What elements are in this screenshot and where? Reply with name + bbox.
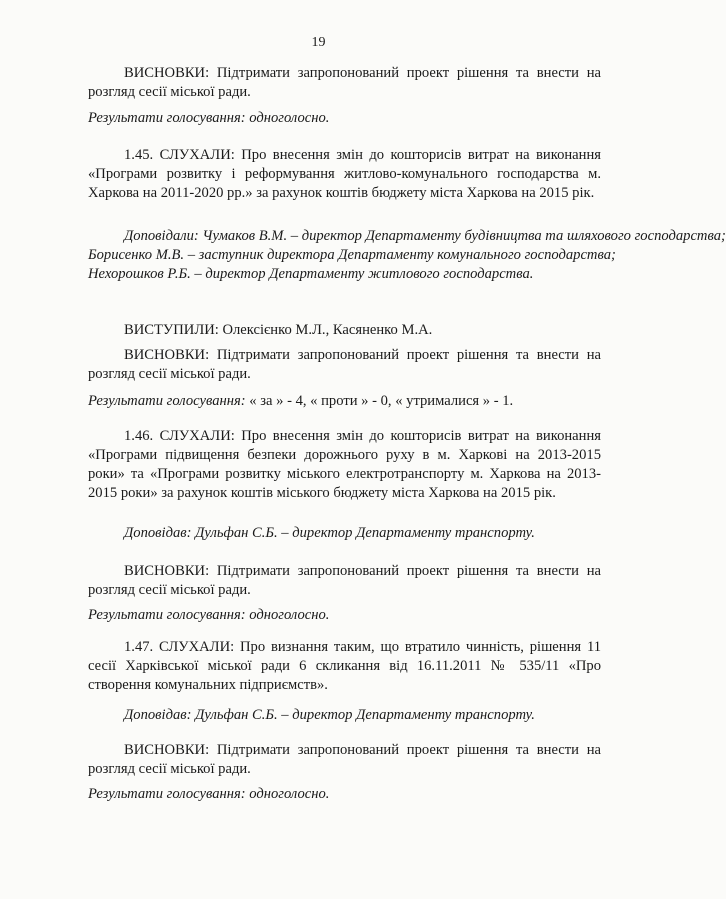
voting-results-label: Результати голосування:	[88, 393, 246, 409]
voting-results-value: « за » - 4, « проти » - 0, « утрималися » - 1.	[245, 393, 514, 409]
voting-results-1-46: Результати голосування: одноголосно.	[88, 607, 330, 623]
speaker-1-46: Доповідав: Дульфан С.Б. – директор Департаменту транспорту.	[124, 525, 535, 541]
voting-results-1-45	[88, 392, 601, 411]
conclusions-1-46: ВИСНОВКИ: Підтримати запропонований проект рішення та внести на розгляд сесії міської ради.	[88, 563, 601, 598]
speaker-line: Доповідали: Чумаков В.М. – директор Департаменту будівництва та шляхового господарства;	[124, 228, 726, 244]
speaker-line: Нехорошков Р.Б. – директор Департаменту житлового господарства.	[88, 266, 534, 282]
conclusions-1-44: ВИСНОВКИ: Підтримати запропонований проект рішення та внести на розгляд сесії міської ради.	[88, 65, 601, 100]
speaker-1-47: Доповідав: Дульфан С.Б. – директор Департаменту транспорту.	[124, 707, 535, 723]
heard-1-47: 1.47. СЛУХАЛИ: Про визнання таким, що втратило чинність, рішення 11 сесії Харківської міської ради 6 скликання від 16.11.2011 № 535/11 «Про створення комунальних підприємств».	[88, 639, 601, 693]
heard-1-46: 1.46. СЛУХАЛИ: Про внесення змін до кошторисів витрат на виконання «Програми підвищення безпеки дорожнього руху в м. Харкові на 2013-2015 роки» та «Програми розвитку міського електротранспорту м. Харкова на 2013-2015 роки» за рахунок коштів міського бюджету міста Харкова на 2015 рік.	[88, 428, 601, 501]
conclusions-1-47: ВИСНОВКИ: Підтримати запропонований проект рішення та внести на розгляд сесії міської ради.	[88, 742, 601, 777]
page-number: 19	[311, 35, 326, 50]
speakers-1-45	[88, 227, 726, 284]
voting-results-1-47: Результати голосування: одноголосно.	[88, 786, 330, 802]
speaker-line: Борисенко М.В. – заступник директора Департаменту комунального господарства;	[88, 247, 616, 263]
heard-1-45: 1.45. СЛУХАЛИ: Про внесення змін до кошторисів витрат на виконання «Програми розвитку і реформування житлово-комунального господарства м. Харкова на 2011-2020 рр.» за рахунок коштів бюджету міста Харкова на 2015 рік.	[88, 147, 601, 201]
voting-results-1-44: Результати голосування: одноголосно.	[88, 110, 330, 126]
conclusions-1-45: ВИСНОВКИ: Підтримати запропонований проект рішення та внести на розгляд сесії міської ради.	[88, 347, 601, 382]
spoke-1-45: ВИСТУПИЛИ: Олексієнко М.Л., Касяненко М.А.	[124, 322, 433, 338]
